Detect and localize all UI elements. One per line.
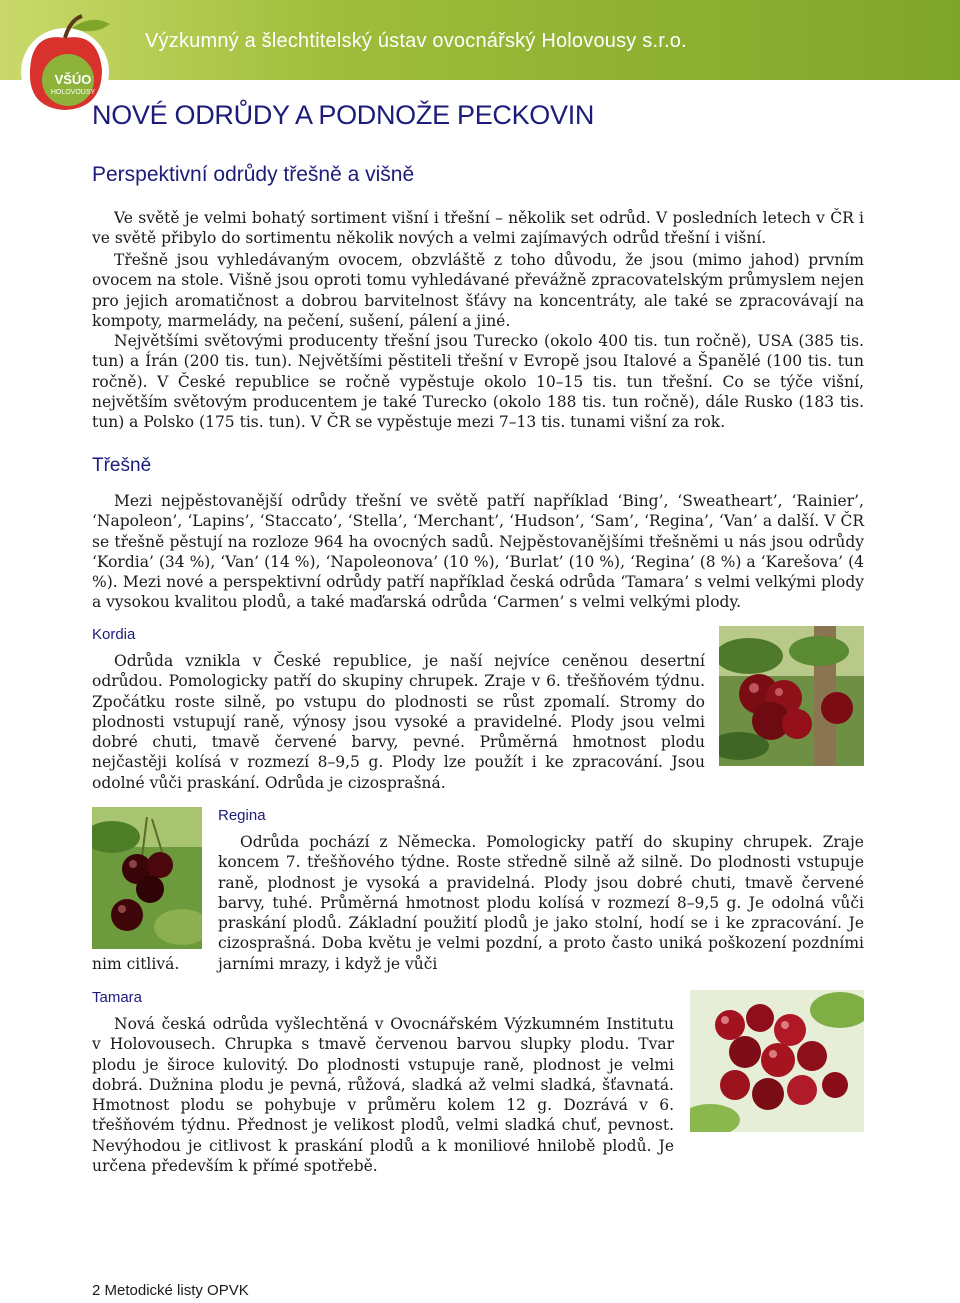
tamara-heading: Tamara	[92, 989, 143, 1006]
institute-name: Výzkumný a šlechtitelský ústav ovocnářský Holovousy s.r.o.	[145, 30, 687, 52]
regina-paragraph: Odrůda pochází z Německa. Pomologicky patří do skupiny chrupek. Zraje koncem 7. třešňového týdne. Roste středně silně až silně. Do plodnosti vstupuje raně, plodnost je vysoká a pravidelná. Plody jsou dobré chuti, tmavě červené barvy, tuhé. Průměrná hmotnost plodu kolísá v rozmezí 8–9,5 g. Je odolná vůči praskání plodů. Základní použití plodů je jako stolní, hodí se i ke zpracování. Je cizosprašná. Doba květu je velmi pozdní, a proto často uniká poškození pozdními jarními mrazy, i když je vůči	[218, 833, 864, 973]
intro-paragraph-1: Ve světě je velmi bohatý sortiment višní i třešní – několik set odrůd. V posledních letech v ČR i ve světě přibylo do sortimentu několik nových a velmi zajímavých odrůd třešní i višní.	[92, 209, 864, 248]
section-title: Perspektivní odrůdy třešně a višně	[92, 163, 415, 186]
kordia-paragraph: Odrůda vznikla v České republice, je naší nejvíce ceněnou desertní odrůdou. Pomologicky patří do skupiny chrupek. Zraje v 6. třešňovém týdnu. Zpočátku roste silně, po vstupu do plodnosti se růst zpomalí. Stromy do plodnosti vstupují raně, výnosy jsou vysoké a pravidelné. Plody jsou velmi dobré chuti, tmavě červené barvy, pevné. Průměrná hmotnost plodu nejčastěji kolísá v rozmezí 8–9,5 g. Plody lze použít i ke zpracování. Jsou odolné vůči praskání. Odrůda je cizosprašná.	[92, 652, 705, 792]
intro-paragraph-2: Třešně jsou vyhledávaným ovocem, obzvláště z toho důvodu, že jsou (mimo jahod) prvním ovocem na stole. Višně jsou oproti tomu vyhledávané převážně zpracovatelským průmyslem nejen pro jejich aromatičnost a dobrou barvitelnost šťávy na koncentráty, ale také se zpracovávají na kompoty, marmelády, na pečení, sušení, pálení a jiné.	[92, 251, 864, 330]
regina-cherries-photo	[92, 807, 202, 949]
regina-paragraph-tail: nim citlivá.	[92, 955, 180, 973]
kordia-cherries-photo	[719, 626, 864, 766]
tresne-heading: Třešně	[92, 455, 152, 476]
regina-heading: Regina	[218, 807, 266, 824]
page-title: NOVÉ ODRŮDY A PODNOŽE PECKOVIN	[92, 100, 595, 130]
intro-paragraph-3: Největšími světovými producenty třešní jsou Turecko (okolo 400 tis. tun ročně), USA (385 tis. tun) a Írán (200 tis. tun). Největšími pěstiteli třešní v Evropě jsou Italové a Španělé (100 tis. tun ročně). V České republice se ročně vypěstuje okolo 10–15 tis. tun třešní. Co se týče višní, největším světovým producentem je také Turecko (okolo 188 tis. tun ročně), dále Rusko (183 tis. tun) a Polsko (175 tis. tun). V ČR se vypěstuje mezi 7–13 tis. tunami višní za rok.	[92, 332, 864, 432]
tamara-paragraph: Nová česká odrůda vyšlechtěná v Ovocnářském Výzkumném Institutu v Holovousech. Chrupka s tmavě červenou barvou slupky plodu. Tvar plodu je široce kulovitý. Do plodnosti vstupuje raně, plodnost je velmi dobrá. Dužnina plodu je pevná, růžová, sladká až velmi sladká, šťavnatá. Hmotnost plodu se pohybuje v průměru kolem 12 g. Dozrává v 6. třešňovém týdnu. Přednost je velikost plodů, velmi sladká chuť, pevnost. Nevýhodou je citlivost k praskání plodů a k moniliové hnilobě plodů. Je určena především k přímé spotřebě.	[92, 1015, 674, 1176]
tamara-cherries-photo	[690, 990, 864, 1132]
logo-text: VŠÚO HOLOVOUSY	[50, 72, 96, 96]
tresne-paragraph: Mezi nejpěstovanější odrůdy třešní ve světě patří například ‘Bing’, ‘Sweatheart’, ‘Rainier’, ‘Napoleon’, ‘Lapins’, ‘Staccato’, ‘Stella’, ‘Merchant’, ‘Hudson’, ‘Sam’, ‘Regina’, ‘Van’ a další. V ČR se třešně pěstují na rozloze 964 ha ovocných sadů. Nejpěstovanějšími třešněmi u nás jsou odrůdy ‘Kordia’ (34 %), ‘Van’ (14 %), ‘Napoleonova’ (10 %), ‘Burlat’ (10 %), ‘Regina’ (8 %) a ‘Karešova’ (4 %). Mezi nové a perspektivní odrůdy patří například česká odrůda ‘Tamara’ s velmi velkými plody a vysokou kvalitou plodů, a také maďarská odrůda ‘Carmen’ s velmi velkými plody.	[92, 492, 864, 612]
page-footer: 2 Metodické listy OPVK	[92, 1282, 249, 1299]
kordia-heading: Kordia	[92, 626, 136, 643]
